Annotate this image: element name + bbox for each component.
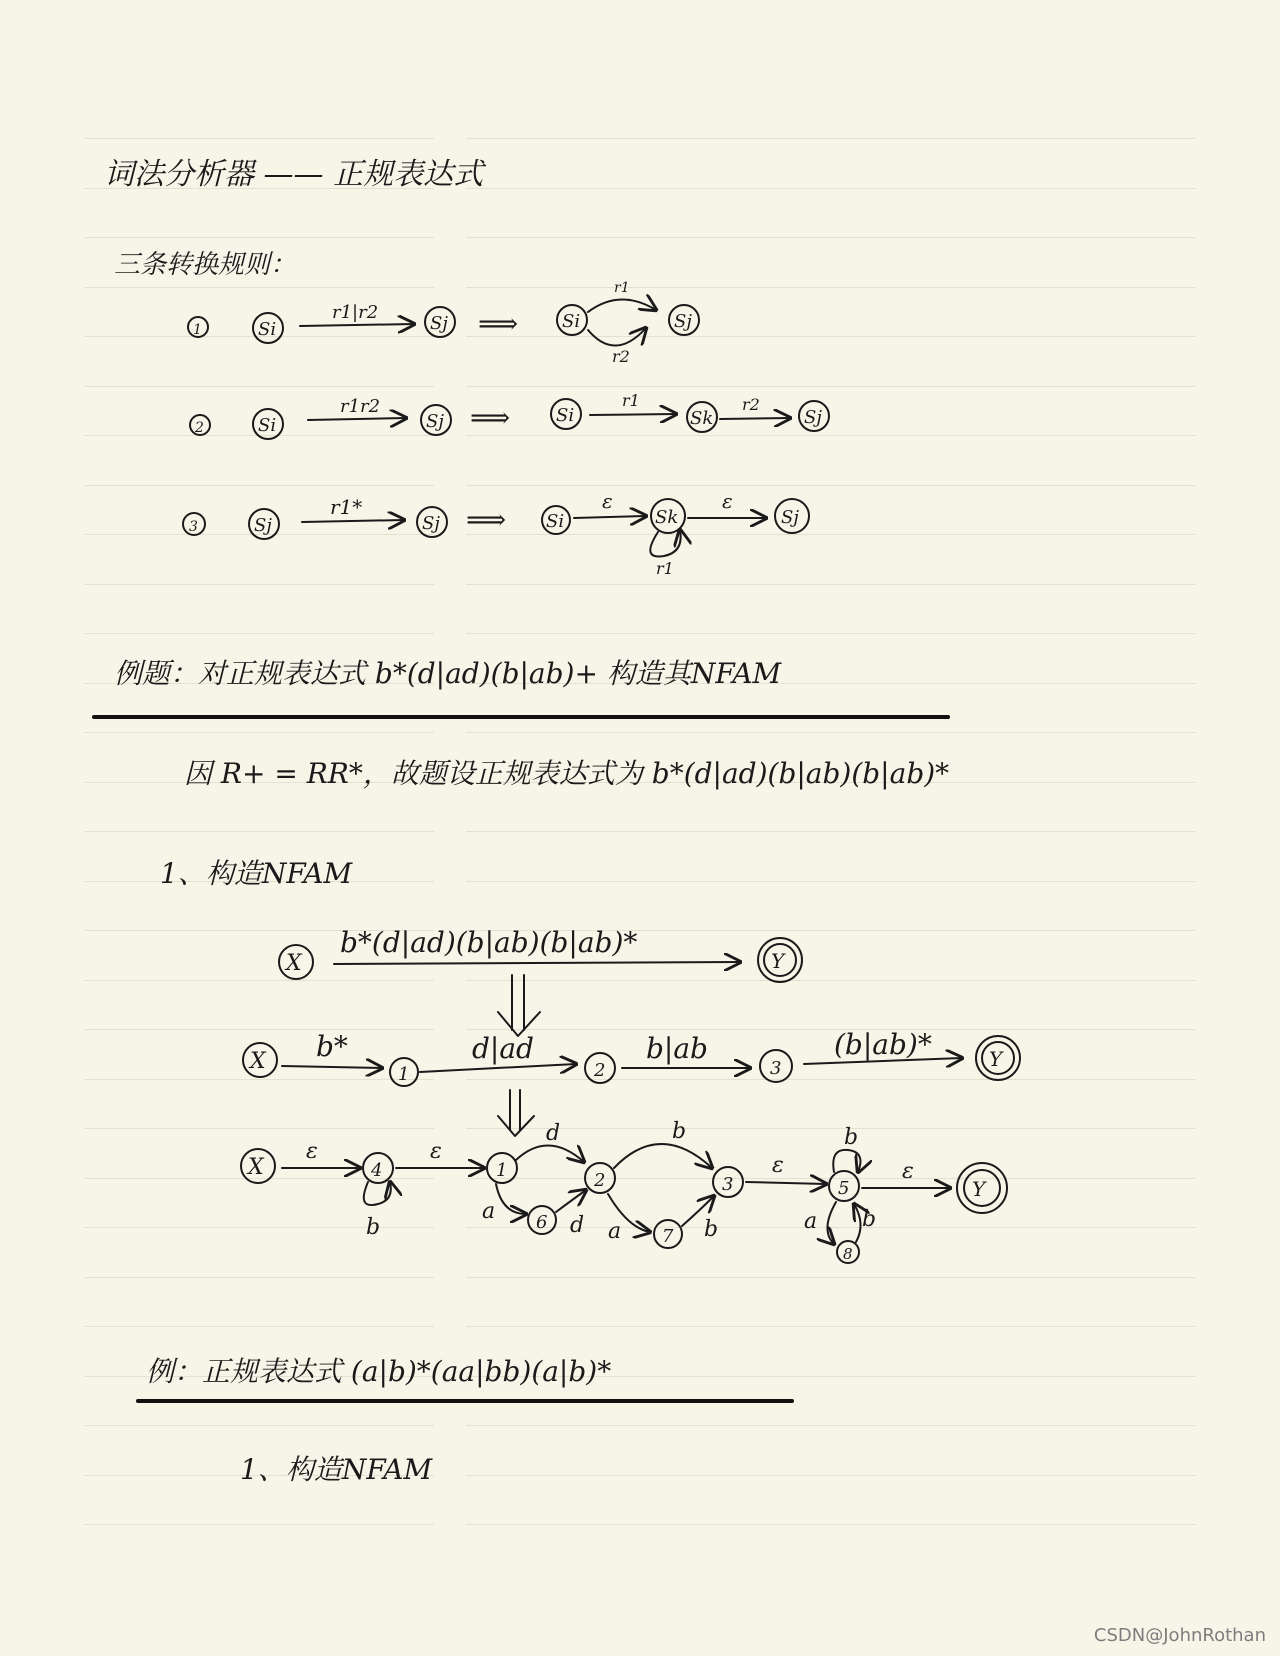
example1-heading: 例题：对正规表达式 b*(d|ad)(b|ab)+ 构造其NFAM <box>114 657 782 690</box>
state-5-label: 5 <box>838 1178 850 1199</box>
state-4-label: 4 <box>371 1160 383 1181</box>
edge-58 <box>827 1202 836 1244</box>
edge-62 <box>556 1190 586 1212</box>
edge-label-58: a <box>804 1209 818 1234</box>
edge-label-b-or-ab-star: (b|ab)* <box>834 1028 932 1061</box>
edge-main-label: b*(d|ad)(b|ab)(b|ab)* <box>340 926 638 959</box>
state-sj-rhs-label: Sj <box>804 407 822 428</box>
state-si-label: Si <box>258 319 277 340</box>
watermark: CSDN@JohnRothan <box>1093 1625 1266 1646</box>
state-sj-rhs-label: Sj <box>781 507 799 528</box>
rule-number-3-label: 3 <box>189 519 198 535</box>
rule-number-1-label: 1 <box>193 322 202 338</box>
edge-label-62: d <box>570 1213 585 1238</box>
example2-underline <box>136 1399 794 1403</box>
state-2-label: 2 <box>594 1170 606 1191</box>
state-si-rhs-label: Si <box>556 405 575 426</box>
state-sj-2-label: Sj <box>422 513 440 534</box>
edge-label-x4: ε <box>306 1139 318 1164</box>
edge-label-b-star: b* <box>316 1030 348 1063</box>
state-si-rhs-label: Si <box>546 511 565 532</box>
state-y-label: Y <box>771 949 785 973</box>
edge-label-top: r1 <box>614 280 630 296</box>
state-sj-rhs-label: Sj <box>674 311 692 332</box>
edge-label-r2: r2 <box>742 395 760 414</box>
example2-heading: 例：正规表达式 (a|b)*(aa|bb)(a|b)* <box>146 1355 612 1388</box>
loop-4-label: b <box>366 1215 381 1240</box>
nfa-diagram-2 <box>243 1028 1020 1136</box>
edge-label-d-or-ad: d|ad <box>472 1032 534 1065</box>
edge-16 <box>496 1184 526 1214</box>
state-y-label: Y <box>989 1047 1003 1071</box>
edge-label-epsilon-1: ε <box>602 489 613 513</box>
edge-label-epsilon-2: ε <box>722 489 733 513</box>
edge-label-12: d <box>546 1121 561 1146</box>
edge-23 <box>614 1144 712 1168</box>
state-8-label: 8 <box>843 1245 853 1263</box>
edge-label-r1r2: r1r2 <box>340 396 381 417</box>
state-sk-label: Sk <box>655 507 679 528</box>
edge-label-bottom: r2 <box>612 347 630 366</box>
down-arrow-2-head <box>498 1116 534 1136</box>
page-title: 词法分析器 —— 正规表达式 <box>104 157 484 192</box>
state-si-rhs-label: Si <box>562 311 581 332</box>
rule-number-2-label: 2 <box>195 420 204 436</box>
edge-label-41: ε <box>430 1139 442 1164</box>
loop-4 <box>364 1182 391 1205</box>
edge-35 <box>746 1182 826 1184</box>
edge-label-r1r2: r1|r2 <box>332 302 379 323</box>
edge-label-r1: r1 <box>622 391 640 410</box>
edge-d-or-ad <box>420 1064 576 1072</box>
state-1-label: 1 <box>496 1160 508 1181</box>
edge-12 <box>516 1145 584 1162</box>
state-1-label: 1 <box>398 1064 410 1085</box>
edge-label-23: b <box>672 1119 687 1144</box>
loop-5-label: b <box>844 1125 859 1150</box>
state-6-label: 6 <box>536 1212 548 1233</box>
state-7-label: 7 <box>662 1226 674 1247</box>
loop-5 <box>833 1150 860 1172</box>
edge-label-27: a <box>608 1219 622 1244</box>
nfa-diagram-1 <box>279 926 802 1036</box>
edge-label-16: a <box>482 1199 496 1224</box>
loop-label-r1: r1 <box>656 559 674 578</box>
implies-arrow: ⟹ <box>478 307 519 340</box>
state-2-label: 2 <box>594 1060 606 1081</box>
example2-step: 1、构造NFAM <box>240 1453 433 1486</box>
state-si-label: Si <box>258 415 277 436</box>
edge-label-r1-star: r1* <box>330 495 363 519</box>
state-sj-label: Sj <box>426 411 444 432</box>
edge-main <box>334 962 740 964</box>
edge-label-73: b <box>704 1217 719 1242</box>
state-sj-label: Sj <box>254 515 272 536</box>
state-sk-label: Sk <box>690 408 714 429</box>
state-sj-label: Sj <box>430 313 448 334</box>
implies-arrow: ⟹ <box>470 401 511 434</box>
example1-note: 因 R+ = RR*，故题设正规表达式为 b*(d|ad)(b|ab)(b|ab)* <box>184 757 950 790</box>
edge-label-35: ε <box>772 1153 784 1178</box>
example1-step: 1、构造NFAM <box>160 857 353 890</box>
implies-arrow: ⟹ <box>466 503 507 536</box>
edge-b-star <box>282 1066 382 1068</box>
rules-heading: 三条转换规则： <box>114 250 297 280</box>
state-3-label: 3 <box>722 1174 734 1195</box>
edge-label-b-or-ab: b|ab <box>646 1032 708 1065</box>
edge-85 <box>854 1204 861 1242</box>
state-x-label: X <box>250 1049 266 1074</box>
edge-label-85: b <box>862 1207 877 1232</box>
state-y-label: Y <box>972 1177 986 1201</box>
edge-label-5y: ε <box>902 1159 914 1184</box>
state-x-label: X <box>286 951 302 976</box>
state-x-label: X <box>248 1155 264 1180</box>
state-3-label: 3 <box>770 1058 782 1079</box>
nfa-diagram-3 <box>241 1119 1007 1263</box>
